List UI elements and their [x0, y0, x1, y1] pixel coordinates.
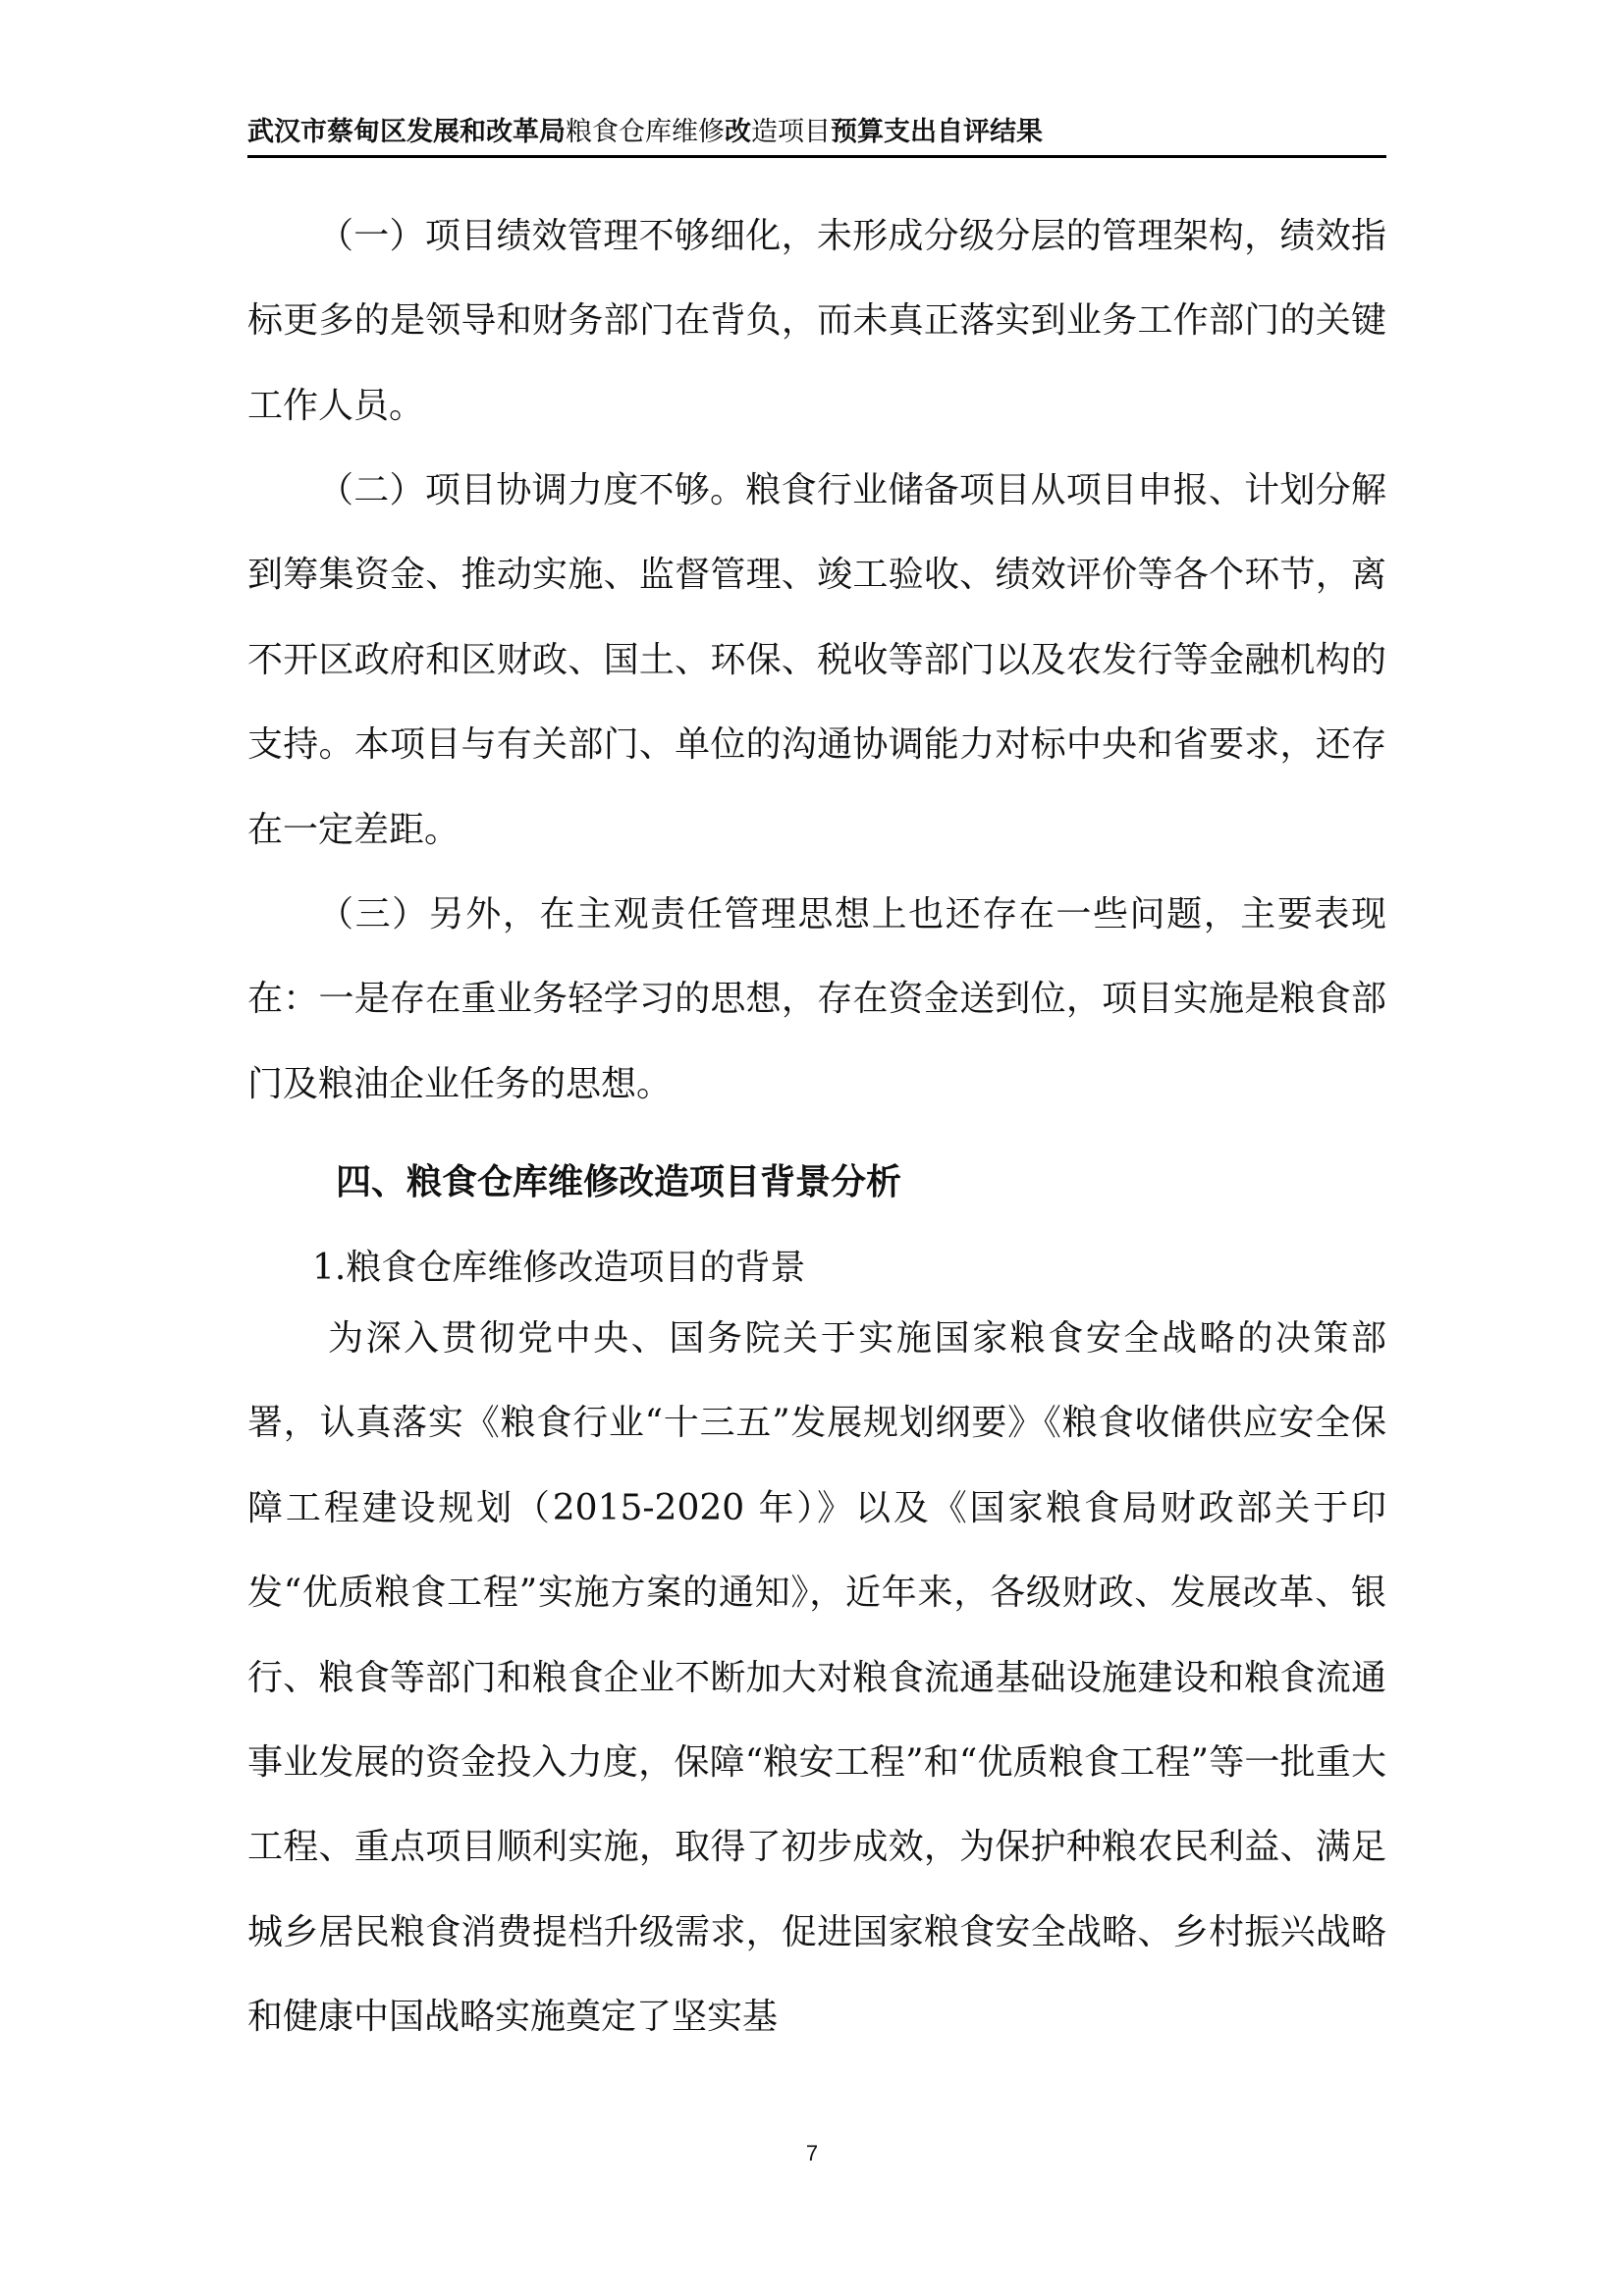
page-number: 7 [805, 2141, 819, 2165]
paragraph-background: 为深入贯彻党中央、国务院关于实施国家粮食安全战略的决策部署，认真落实《粮食行业“十三五”发展规划纲要》《粮食收储供应安全保障工程建设规划（2015-2020 年）》以及《国家粮食局财政部关于印发“优质粮食工程”实施方案的通知》，近年来，各级财政、发展改革、银行、粮食等部门和粮食企业不断加大对粮食流通基础设施建设和粮食流通事业发展的资金投入力度，保障“粮安工程”和“优质粮食工程”等一批重大工程、重点项目顺利实施，取得了初步成效，为保护种粮农民利益、满足城乡居民粮食消费提档升级需求，促进国家粮食安全战略、乡村振兴战略和健康中国战略实施奠定了坚实基 [247, 1318, 1386, 2038]
header-result: 预算支出自评结果 [831, 117, 1043, 147]
subsection-heading: 1.粮食仓库维修改造项目的背景 [312, 1248, 806, 1288]
paragraph-2: （二）项目协调力度不够。粮食行业储备项目从项目申报、计划分解到筹集资金、推动实施、监督管理、竣工验收、绩效评价等各个环节，离不开区政府和区财政、国土、环保、税收等部门以及农发行等金融机构的支持。本项目与有关部门、单位的沟通协调能力对标中央和省要求，还存在一定差距。 [247, 470, 1386, 850]
page-header [247, 116, 1386, 149]
paragraph-3: （三）另外，在主观责任管理思想上也还存在一些问题，主要表现在：一是存在重业务轻学习的思想，存在资金送到位，项目实施是粮食部门及粮油企业任务的思想。 [247, 894, 1386, 1104]
paragraph-1: （一）项目绩效管理不够细化，未形成分级分层的管理架构，绩效指标更多的是领导和财务部门在背负，而未真正落实到业务工作部门的关键工作人员。 [247, 216, 1386, 426]
header-rule [247, 155, 1386, 158]
header-org: 武汉市蔡甸区发展和改革局 [247, 117, 566, 147]
header-project-b: 改 [725, 117, 751, 147]
header-project-c: 造项目 [751, 117, 831, 147]
section-heading: 四、粮食仓库维修改造项目背景分析 [336, 1162, 902, 1202]
header-project-a: 粮食仓库维修 [566, 117, 725, 147]
